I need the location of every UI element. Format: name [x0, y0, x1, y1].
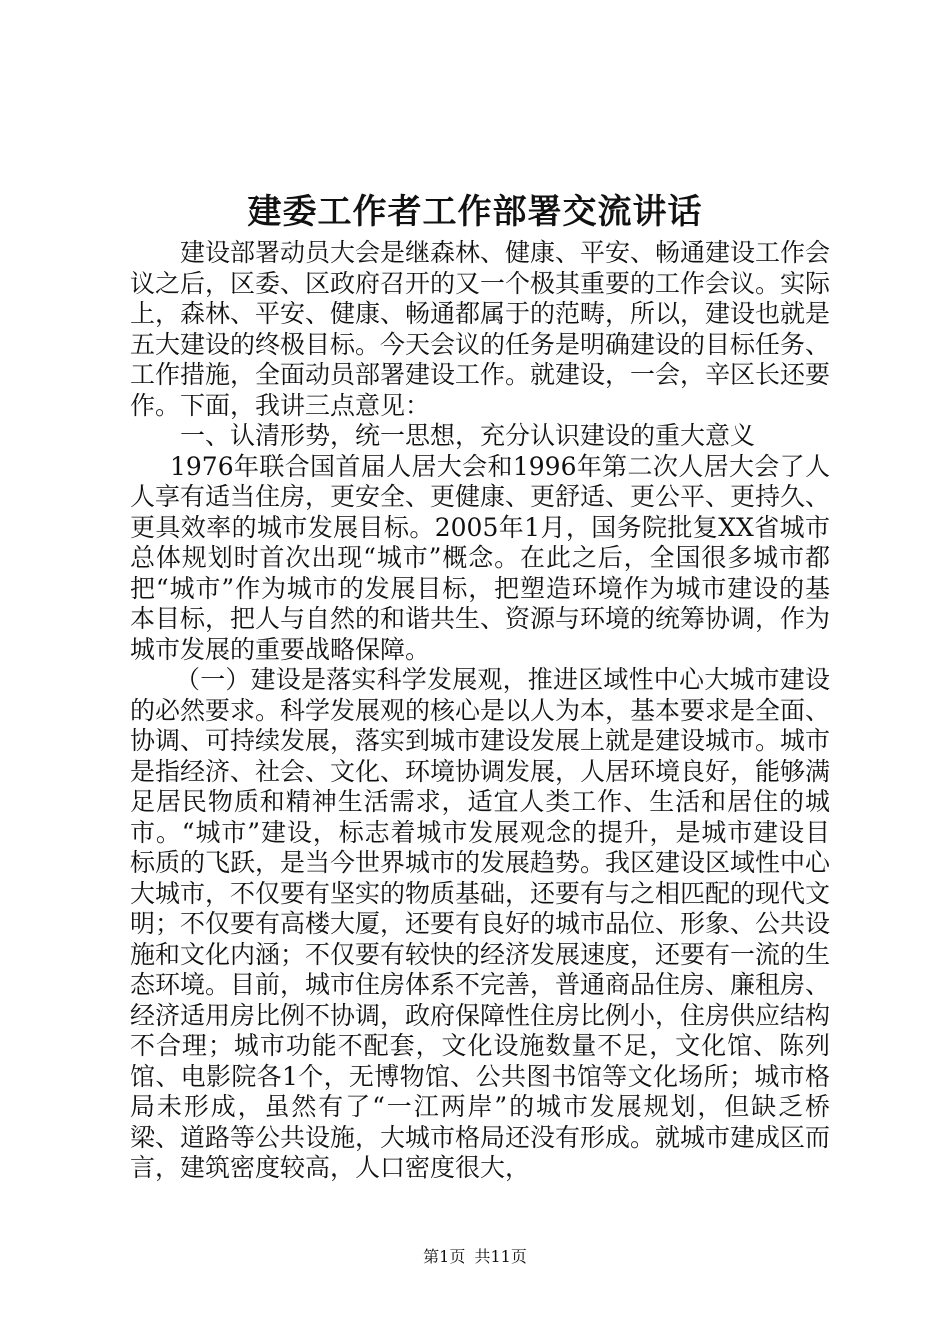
document-title: 建委工作者工作部署交流讲话 [247, 192, 703, 232]
page-total: 共11页 [474, 1247, 527, 1266]
paragraph-intro: 建设部署动员大会是继森林、健康、平安、畅通建设工作会议之后，区委、区政府召开的又一个极其重要的工作会议。实际上，森林、平安、健康、畅通都属于的范畴，所以，建设也就是五大建设的终极目标。今天会议的任务是明确建设的目标任务、工作措施，全面动员部署建设工作。就建设，一会，辛区长还要作。下面，我讲三点意见： [130, 238, 831, 420]
page-number: 第1页 [423, 1247, 466, 1266]
section-heading-1: 一、认清形势，统一思想，充分认识建设的重大意义 [180, 421, 756, 450]
document-body [130, 238, 830, 1184]
paragraph-point-1: （一）建设是落实科学发展观，推进区域性中心大城市建设的必然要求。科学发展观的核心是以人为本，基本要求是全面、协调、可持续发展，落实到城市建设发展上就是建设城市。城市是指经济、社会、文化、环境协调发展，人居环境良好，能够满足居民物质和精神生活需求，适宜人类工作、生活和居住的城市。“城市”建设，标志着城市发展观念的提升，是城市建设目标质的飞跃，是当今世界城市的发展趋势。我区建设区域性中心大城市，不仅要有坚实的物质基础，还要有与之相匹配的现代文明；不仅要有高楼大厦，还要有良好的城市品位、形象、公共设施和文化内涵；不仅要有较快的经济发展速度，还要有一流的生态环境。目前，城市住房体系不完善，普通商品住房、廉租房、经济适用房比例不协调，政府保障性住房比例小，住房供应结构不合理；城市功能不配套，文化设施数量不足，文化馆、陈列馆、电影院各1个，无博物馆、公共图书馆等文化场所；城市格局未形成，虽然有了“一江两岸”的城市发展规划，但缺乏桥梁、道路等公共设施，大城市格局还没有形成。就城市建成区而言，建筑密度较高，人口密度很大， [130, 665, 831, 1182]
page-footer [0, 1244, 950, 1267]
paragraph-background: 1976年联合国首届人居大会和1996年第二次人居大会了人人享有适当住房，更安全、更健康、更舒适、更公平、更持久、更具效率的城市发展目标。2005年1月，国务院批复XX省城市总体规划时首次出现“城市”概念。在此之后，全国很多城市都把“城市”作为城市的发展目标，把塑造环境作为城市建设的基本目标，把人与自然的和谐共生、资源与环境的统筹协调，作为城市发展的重要战略保障。 [130, 451, 831, 664]
